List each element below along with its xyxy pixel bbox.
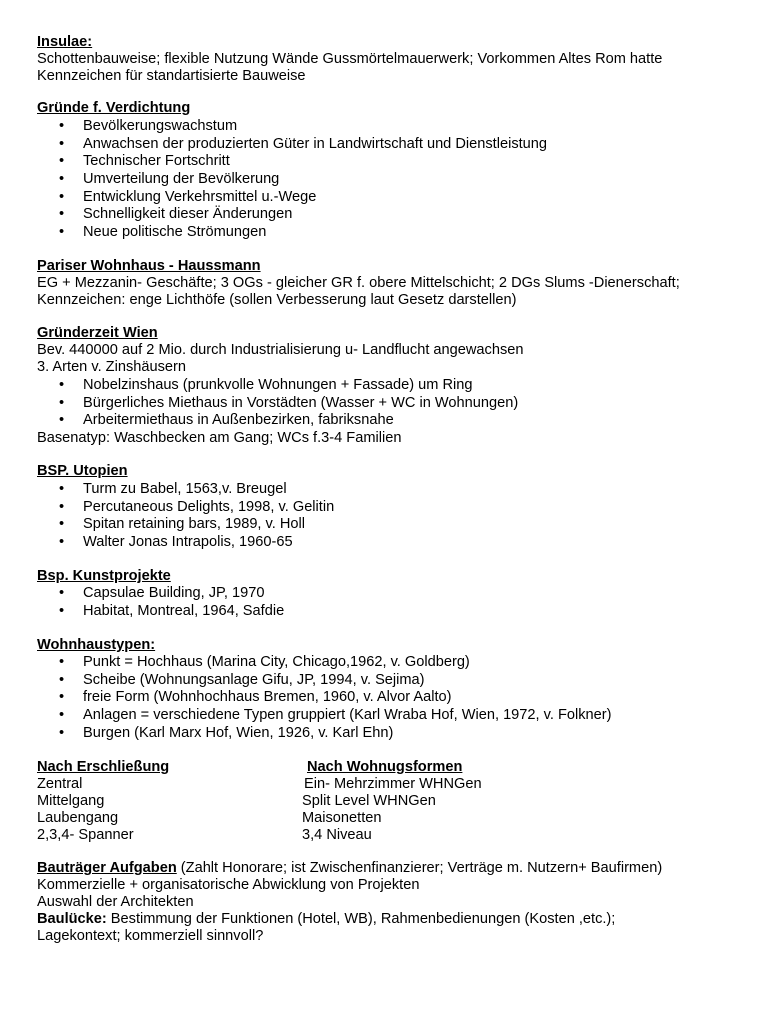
- baulucke-text: Bestimmung der Funktionen (Hotel, WB), Rahmenbedienungen (Kosten ,etc.);: [106, 911, 616, 927]
- typen-heading: Wohnhaustypen:: [37, 637, 156, 653]
- typen-item: Burgen (Karl Marx Hof, Wien, 1926, v. Karl Ehn): [83, 725, 394, 741]
- bullet: •: [59, 689, 65, 705]
- bullet: •: [59, 171, 65, 187]
- erschliessung-item: Mittelgang: [37, 793, 105, 809]
- wien-line-1: Bev. 440000 auf 2 Mio. durch Industrialisierung u- Landflucht angewachsen: [37, 342, 524, 358]
- bullet: •: [59, 118, 65, 134]
- erschliessung-item: 2,3,4- Spanner: [37, 827, 134, 843]
- haussmann-line-2: Kennzeichen: enge Lichthöfe (sollen Verbesserung laut Gesetz darstellen): [37, 292, 517, 308]
- utopien-heading: BSP. Utopien: [37, 463, 128, 479]
- wien-item: Nobelzinshaus (prunkvolle Wohnungen + Fassade) um Ring: [83, 377, 473, 393]
- baulucke-line: [37, 911, 615, 928]
- kunst-item: Capsulae Building, JP, 1970: [83, 585, 265, 601]
- wien-item: Bürgerliches Miethaus in Vorstädten (Wasser + WC in Wohnungen): [83, 395, 519, 411]
- bullet: •: [59, 412, 65, 428]
- bautraeger-heading-rest: (Zahlt Honorare; ist Zwischenfinanzierer; Verträge m. Nutzern+ Baufirmen): [176, 860, 663, 876]
- bullet: •: [59, 136, 65, 152]
- wohnungsformen-item: Ein- Mehrzimmer WHNGen: [304, 776, 482, 792]
- kunst-item: Habitat, Montreal, 1964, Safdie: [83, 603, 285, 619]
- bullet: •: [59, 481, 65, 497]
- bullet: •: [59, 189, 65, 205]
- haussmann-heading: Pariser Wohnhaus - Haussmann: [37, 258, 261, 274]
- insulae-heading: Insulae:: [37, 34, 93, 50]
- wien-heading: Gründerzeit Wien: [37, 325, 158, 341]
- wohnungsformen-item: 3,4 Niveau: [302, 827, 372, 843]
- insulae-line-2: Kennzeichen für standartisierte Bauweise: [37, 68, 306, 84]
- typen-item: freie Form (Wohnhochhaus Bremen, 1960, v. Alvor Aalto): [83, 689, 452, 705]
- typen-item: Punkt = Hochhaus (Marina City, Chicago,1962, v. Goldberg): [83, 654, 470, 670]
- verdichtung-item: Anwachsen der produzierten Güter in Landwirtschaft und Dienstleistung: [83, 136, 548, 152]
- bullet: •: [59, 153, 65, 169]
- bautraeger-last-line: Lagekontext; kommerziell sinnvoll?: [37, 928, 264, 944]
- bullet: •: [59, 377, 65, 393]
- verdichtung-item: Technischer Fortschritt: [83, 153, 230, 169]
- bullet: •: [59, 672, 65, 688]
- bautraeger-line-1: Kommerzielle + organisatorische Abwicklung von Projekten: [37, 877, 420, 893]
- verdichtung-heading: Gründe f. Verdichtung: [37, 100, 191, 116]
- bullet: •: [59, 707, 65, 723]
- utopien-item: Percutaneous Delights, 1998, v. Gelitin: [83, 499, 335, 515]
- erschliessung-heading: Nach Erschließung: [37, 759, 170, 775]
- bautraeger-line: [37, 860, 662, 877]
- erschliessung-item: Laubengang: [37, 810, 119, 826]
- wien-after: Basenatyp: Waschbecken am Gang; WCs f.3-4 Familien: [37, 430, 402, 446]
- bullet: •: [59, 603, 65, 619]
- erschliessung-item: Zentral: [37, 776, 83, 792]
- insulae-line-1: Schottenbauweise; flexible Nutzung Wände Gussmörtelmauerwerk; Vorkommen Altes Rom hatte: [37, 51, 663, 67]
- bautraeger-line-2: Auswahl der Architekten: [37, 894, 194, 910]
- verdichtung-item: Umverteilung der Bevölkerung: [83, 171, 280, 187]
- bullet: •: [59, 725, 65, 741]
- wohnungsformen-item: Maisonetten: [302, 810, 382, 826]
- wohnungsformen-heading: Nach Wohnugsformen: [307, 759, 463, 775]
- wien-line-2: 3. Arten v. Zinshäusern: [37, 359, 186, 375]
- typen-item: Scheibe (Wohnungsanlage Gifu, JP, 1994, v. Sejima): [83, 672, 425, 688]
- bullet: •: [59, 395, 65, 411]
- baulucke-label: Baulücke:: [37, 911, 107, 927]
- bullet: •: [59, 499, 65, 515]
- bullet: •: [59, 534, 65, 550]
- verdichtung-item: Schnelligkeit dieser Änderungen: [83, 206, 293, 222]
- typen-item: Anlagen = verschiedene Typen gruppiert (Karl Wraba Hof, Wien, 1972, v. Folkner): [83, 707, 612, 723]
- bullet: •: [59, 224, 65, 240]
- bullet: •: [59, 516, 65, 532]
- bullet: •: [59, 654, 65, 670]
- haussmann-line-1: EG + Mezzanin- Geschäfte; 3 OGs - gleicher GR f. obere Mittelschicht; 2 DGs Slums -Dienerschaft;: [37, 275, 680, 291]
- kunst-heading: Bsp. Kunstprojekte: [37, 568, 171, 584]
- verdichtung-item: Entwicklung Verkehrsmittel u.-Wege: [83, 189, 317, 205]
- bullet: •: [59, 585, 65, 601]
- wohnungsformen-item: Split Level WHNGen: [302, 793, 436, 809]
- bautraeger-heading: Bauträger Aufgaben: [37, 860, 177, 876]
- verdichtung-item: Neue politische Strömungen: [83, 224, 267, 240]
- wien-item: Arbeitermiethaus in Außenbezirken, fabriksnahe: [83, 412, 394, 428]
- bullet: •: [59, 206, 65, 222]
- utopien-item: Walter Jonas Intrapolis, 1960-65: [83, 534, 293, 550]
- verdichtung-item: Bevölkerungswachstum: [83, 118, 238, 134]
- utopien-item: Spitan retaining bars, 1989, v. Holl: [83, 516, 306, 532]
- utopien-item: Turm zu Babel, 1563,v. Breugel: [83, 481, 287, 497]
